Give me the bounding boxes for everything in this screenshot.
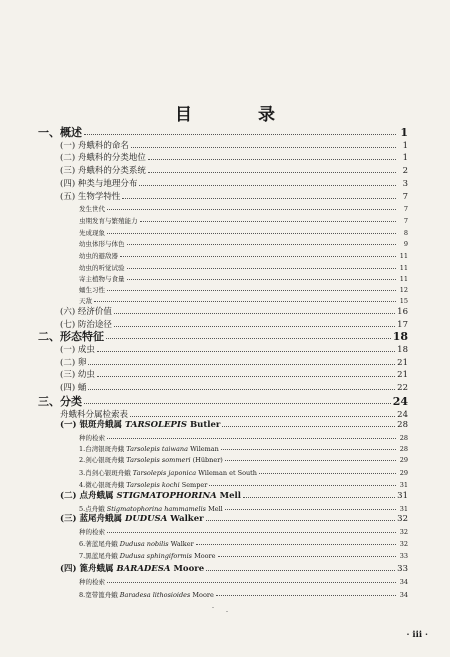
- toc-entry-author: Walker: [170, 514, 204, 524]
- toc-entry[interactable]: [79, 298, 408, 305]
- toc-entry[interactable]: [79, 435, 408, 442]
- leader-dots: [131, 147, 396, 148]
- toc-entry-page: 29: [399, 456, 408, 464]
- toc-entry[interactable]: [79, 446, 408, 453]
- toc-entry-label: [79, 457, 223, 464]
- leader-dots: [148, 172, 396, 173]
- toc-entry-title: 幼虫的避敌器: [79, 252, 118, 260]
- leader-dots: [127, 268, 397, 269]
- toc-entry-page: 18: [397, 345, 408, 355]
- leader-dots: [114, 326, 395, 327]
- toc-entry[interactable]: [60, 308, 408, 317]
- leader-dots: [148, 159, 396, 160]
- leader-dots: [106, 338, 391, 339]
- toc-entry[interactable]: [79, 457, 408, 464]
- toc-entry-title: 天敌: [79, 297, 92, 305]
- toc-entry-title: 发生世代: [79, 205, 105, 213]
- leader-dots: [94, 301, 396, 302]
- toc-entry-title: (一) 舟蛾科的命名: [60, 141, 129, 151]
- leader-dots: [107, 582, 396, 583]
- leader-dots: [130, 416, 395, 417]
- leader-dots: [259, 473, 396, 474]
- toc-entry-author: Mell: [219, 491, 241, 501]
- toc-entry[interactable]: [79, 265, 408, 272]
- toc-entry-page: 9: [403, 240, 408, 248]
- toc-entry-title: (一) 银斑舟蛾属: [60, 420, 123, 430]
- toc-entry-latin-name: DUDUSA: [124, 514, 168, 524]
- toc-entry-author: (Hübner): [192, 456, 223, 464]
- toc-entry[interactable]: [60, 565, 408, 574]
- toc-entry-title: (五) 生物学特性: [60, 192, 121, 202]
- toc-entry[interactable]: [79, 470, 408, 477]
- toc-entry[interactable]: [79, 541, 408, 548]
- toc-entry[interactable]: [38, 396, 408, 407]
- toc-entry-title: 5.点舟蛾: [79, 505, 105, 513]
- toc-entry-page: 32: [399, 528, 408, 536]
- leader-dots: [225, 460, 396, 461]
- leader-dots: [225, 509, 396, 510]
- toc-entry[interactable]: [79, 218, 408, 225]
- toc-entry-label: [79, 253, 118, 260]
- toc-entry-title: 先成现象: [79, 229, 105, 237]
- toc-entry-page: 7: [402, 192, 408, 202]
- toc-entry-label: [60, 359, 86, 368]
- toc-entry-label: [38, 331, 104, 342]
- toc-entry-title: (六) 经济价值: [60, 307, 112, 317]
- toc-entry-title: 一、概述: [38, 126, 82, 139]
- toc-entry-label: [60, 371, 95, 380]
- toc-entry-label: [79, 435, 105, 442]
- leader-dots: [97, 351, 395, 352]
- toc-entry[interactable]: [79, 287, 408, 294]
- toc-entry-latin-name: Tarsolepis japonica: [132, 469, 197, 477]
- toc-entry-page: 33: [397, 564, 408, 574]
- toc-entry[interactable]: [38, 127, 408, 138]
- toc-entry[interactable]: [60, 346, 408, 355]
- toc-entry[interactable]: [60, 180, 408, 189]
- leader-dots: [97, 376, 395, 377]
- toc-entry-latin-name: Tarsolepis kochi: [126, 481, 180, 489]
- toc-entry-label: [60, 308, 112, 317]
- toc-entry[interactable]: [79, 276, 408, 283]
- toc-entry-label: [60, 154, 146, 163]
- toc-entry-page: 11: [399, 264, 408, 272]
- toc-entry-label: [60, 515, 204, 524]
- toc-entry[interactable]: [79, 241, 408, 248]
- toc-entry-page: 31: [399, 481, 408, 489]
- toc-entry-title: 种的检索: [79, 578, 105, 586]
- toc-entry-page: 28: [397, 420, 408, 430]
- toc-entry-latin-name: TARSOLEPIS: [124, 420, 188, 430]
- leader-dots: [243, 497, 395, 498]
- toc-entry-label: [60, 411, 128, 420]
- leader-dots: [140, 221, 397, 222]
- toc-entry-title: 7.黑蓝尾舟蛾: [79, 552, 118, 560]
- toc-entry-page: 7: [403, 205, 408, 213]
- toc-entry-title: 4.微心银斑舟蛾: [79, 481, 125, 489]
- toc-entry-page: 21: [397, 358, 408, 368]
- leader-dots: [209, 485, 396, 486]
- toc-entry-page: 8: [403, 229, 408, 237]
- toc-entry-page: 11: [399, 275, 408, 283]
- toc-entry-title: 幼虫体形与体色: [79, 240, 125, 248]
- toc-entry-page: 3: [402, 179, 408, 189]
- toc-entry-page: 21: [397, 370, 408, 380]
- toc-entry[interactable]: [60, 321, 408, 330]
- toc-entry[interactable]: [60, 384, 408, 393]
- leader-dots: [88, 389, 395, 390]
- leader-dots: [218, 556, 396, 557]
- toc-entry-label: [79, 265, 125, 272]
- toc-entry-page: 18: [392, 330, 408, 343]
- leader-dots: [120, 256, 396, 257]
- toc-entry-latin-name: Tarsolepis sommeri: [126, 456, 191, 464]
- toc-entry-page: 29: [399, 469, 408, 477]
- leader-dots: [127, 244, 397, 245]
- toc-entry-page: 12: [399, 286, 408, 294]
- toc-entry-title: 舟蛾科分属检索表: [60, 410, 129, 420]
- toc-entry-title: (四) 蛹: [60, 383, 87, 393]
- toc-entry-title: (三) 幼虫: [60, 370, 95, 380]
- toc-entry[interactable]: [79, 592, 408, 599]
- toc-entry-title: 1.台湾银斑舟蛾: [79, 445, 125, 453]
- toc-entry-author: Moore: [194, 552, 216, 560]
- toc-entry-label: [60, 142, 129, 151]
- toc-entry-page: 28: [399, 445, 408, 453]
- leader-dots: [122, 198, 396, 199]
- toc-entry-latin-name: Baradesa lithosioides: [119, 591, 191, 599]
- toc-entry-title: 蛹生习性: [79, 286, 105, 294]
- toc-entry-title: (三) 舟蛾科的分类系统: [60, 166, 146, 176]
- toc-entry-author: Walker: [170, 540, 194, 548]
- toc-entry[interactable]: [60, 411, 408, 420]
- toc-entry-page: 7: [403, 217, 408, 225]
- leader-dots: [84, 403, 391, 404]
- toc-entry[interactable]: [79, 529, 408, 536]
- toc-entry-page: 32: [399, 540, 408, 548]
- toc-entry-page: 34: [399, 591, 408, 599]
- toc-entry-page: 34: [399, 578, 408, 586]
- toc-entry[interactable]: [60, 371, 408, 380]
- toc-entry-page: 15: [399, 297, 408, 305]
- leader-dots: [107, 532, 396, 533]
- toc-entry-title: (二) 点舟蛾属: [60, 491, 114, 501]
- toc-entry-label: [79, 592, 214, 599]
- toc-entry-label: [79, 230, 105, 237]
- toc-entry-author: Semper: [181, 481, 208, 489]
- toc-entry[interactable]: [60, 154, 408, 163]
- toc-entry-author: Moore: [173, 564, 205, 574]
- toc-entry-label: [79, 206, 105, 213]
- toc-entry-page: 1: [402, 153, 408, 163]
- toc-entry-label: [79, 506, 223, 513]
- leader-dots: [216, 595, 396, 596]
- toc-entry-title: (三) 蓝尾舟蛾属: [60, 514, 123, 524]
- toc-entry-label: [60, 565, 204, 574]
- leader-dots: [222, 426, 395, 427]
- scan-speck: [212, 607, 214, 608]
- toc-entry-page: 33: [399, 552, 408, 560]
- toc-entry-title: 2.剑心银斑舟蛾: [79, 456, 125, 464]
- toc-entry-author: Butler: [189, 420, 221, 430]
- toc-entry-latin-name: STIGMATOPHORINA: [116, 491, 217, 501]
- toc-entry-page: 28: [399, 434, 408, 442]
- toc-entry-label: [60, 193, 120, 202]
- toc-entry-label: [60, 384, 86, 393]
- leader-dots: [107, 209, 396, 210]
- toc-entry-title: 种的检索: [79, 528, 105, 536]
- scan-speck: [226, 611, 228, 612]
- toc-entry-title: 三、分类: [38, 395, 82, 408]
- toc-entry-author: Moore: [192, 591, 214, 599]
- leader-dots: [107, 290, 396, 291]
- leader-dots: [88, 364, 395, 365]
- toc-entry-title: 二、形态特征: [38, 330, 104, 343]
- leader-dots: [84, 134, 396, 135]
- toc-entry-label: [79, 529, 105, 536]
- toc-entry[interactable]: [79, 253, 408, 260]
- leader-dots: [107, 233, 396, 234]
- toc-entry-title: 虫期发育与繁殖能力: [79, 217, 138, 225]
- toc-entry-label: [79, 553, 216, 560]
- toc-entry-page: 31: [399, 505, 408, 513]
- toc-entry-label: [79, 287, 105, 294]
- toc-entry-label: [60, 167, 146, 176]
- leader-dots: [206, 570, 395, 571]
- toc-entry-latin-name: Tarsolepis taiwana: [126, 445, 188, 453]
- toc-entry-page: 11: [399, 252, 408, 260]
- toc-entry[interactable]: [60, 142, 408, 151]
- page-title: 目 录: [175, 105, 305, 125]
- toc-entry-title: 种的检索: [79, 434, 105, 442]
- toc-entry-label: [38, 127, 82, 138]
- toc-entry[interactable]: [60, 167, 408, 176]
- toc-entry-page: 16: [397, 307, 408, 317]
- toc-entry-page: 1: [400, 126, 408, 139]
- toc-entry[interactable]: [38, 331, 408, 342]
- toc-entry-page: 22: [397, 383, 408, 393]
- toc-entry-author: Wileman et South: [198, 469, 257, 477]
- toc-entry-latin-name: Dudusa sphingiformis: [119, 552, 192, 560]
- toc-entry-label: [60, 421, 220, 430]
- leader-dots: [139, 185, 396, 186]
- toc-entry-page: 24: [397, 410, 408, 420]
- toc-entry-label: [79, 541, 194, 548]
- toc-entry-label: [79, 482, 207, 489]
- toc-entry-title: (二) 卵: [60, 358, 87, 368]
- toc-entry-page: 2: [402, 166, 408, 176]
- toc-entry[interactable]: [60, 421, 408, 430]
- toc-entry-label: [79, 241, 125, 248]
- leader-dots: [221, 449, 396, 450]
- toc-entry-title: (七) 防治途径: [60, 320, 112, 330]
- toc-entry-label: [60, 492, 241, 501]
- toc-entry-page: 32: [397, 514, 408, 524]
- leader-dots: [114, 313, 395, 314]
- toc-entry-label: [79, 276, 125, 283]
- toc-entry-label: [38, 396, 82, 407]
- toc-entry[interactable]: [79, 230, 408, 237]
- toc-entry-label: [79, 579, 105, 586]
- toc-entry-label: [60, 180, 137, 189]
- toc-entry-page: 17: [397, 320, 408, 330]
- toc-entry-label: [60, 346, 95, 355]
- toc-entry-title: 寄主植物与食量: [79, 275, 125, 283]
- toc-entry-label: [79, 446, 219, 453]
- leader-dots: [196, 544, 396, 545]
- toc-entry-latin-name: Stigmatophorina hammamelis: [106, 505, 206, 513]
- toc-entry[interactable]: [79, 553, 408, 560]
- toc-entry[interactable]: [60, 515, 408, 524]
- toc-entry-title: 3.肖剑心银斑舟蛾: [79, 469, 131, 477]
- toc-entry-title: (二) 舟蛾科的分类地位: [60, 153, 146, 163]
- toc-entry-author: Wileman: [190, 445, 219, 453]
- toc-entry-latin-name: Dudusa nobilis: [119, 540, 169, 548]
- toc-entry-label: [79, 218, 138, 225]
- toc-entry-latin-name: BARADESA: [116, 564, 171, 574]
- toc-entry-author: Mell: [208, 505, 223, 513]
- toc-entry-page: 24: [392, 395, 408, 408]
- toc-entry[interactable]: [60, 359, 408, 368]
- toc-entry-page: 31: [397, 491, 408, 501]
- toc-entry-label: [79, 298, 92, 305]
- toc-entry[interactable]: [60, 492, 408, 501]
- leader-dots: [127, 279, 397, 280]
- toc-entry[interactable]: [60, 193, 408, 202]
- toc-entry-label: [79, 470, 257, 477]
- toc-entry[interactable]: [79, 482, 408, 489]
- toc-entry[interactable]: [79, 579, 408, 586]
- leader-dots: [107, 438, 396, 439]
- toc-entry[interactable]: [79, 506, 408, 513]
- toc-entry-title: (四) 篦舟蛾属: [60, 564, 114, 574]
- toc-entry-page: 1: [402, 141, 408, 151]
- page-number: · iii ·: [406, 630, 428, 640]
- toc-entry-title: 6.著蓝尾舟蛾: [79, 540, 118, 548]
- toc-entry-title: 8.宽带篦舟蛾: [79, 591, 118, 599]
- toc-entry-title: (四) 种类与地理分布: [60, 179, 138, 189]
- leader-dots: [206, 520, 396, 521]
- toc-entry[interactable]: [79, 206, 408, 213]
- toc-entry-title: 幼虫的听觉试验: [79, 264, 125, 272]
- toc-entry-label: [60, 321, 112, 330]
- toc-entry-title: (一) 成虫: [60, 345, 95, 355]
